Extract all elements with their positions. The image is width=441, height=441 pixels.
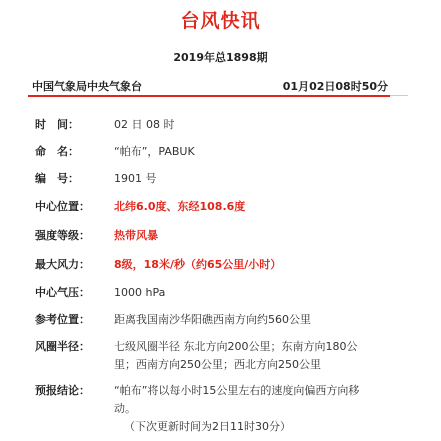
max-wind-label: 最大风力：: [35, 258, 90, 271]
reference-value: 距离我国南沙华阳礁西南方向约560公里: [114, 313, 311, 326]
header-divider-tail: [390, 95, 408, 96]
intensity-label: 强度等级：: [35, 229, 90, 242]
source-name: 中国气象局中央气象台: [32, 80, 142, 93]
wind-radius-line-1: 七级风圈半径 东北方向200公里；东南方向180公: [114, 340, 358, 353]
intensity-value: 热带风暴: [114, 229, 158, 242]
forecast-label: 预报结论：: [35, 384, 90, 397]
center-value: 北纬6.0度、东经108.6度: [114, 200, 246, 213]
issue-number: 2019年总1898期: [173, 51, 268, 64]
forecast-next-update-note: （下次更新时间为2日11时30分）: [124, 420, 291, 433]
wind-radius-value: [114, 338, 414, 374]
wind-radius-label: 风圈半径：: [35, 340, 90, 353]
pressure-label: 中心气压：: [35, 286, 90, 299]
wind-radius-line-2: 里；西南方向250公里；西北方向250公里: [114, 358, 321, 371]
forecast-line-2: 动。: [114, 402, 136, 415]
forecast-line-1: “帕布”将以每小时15公里左右的速度向偏西方向移: [114, 384, 360, 397]
number-label: 编 号：: [35, 172, 79, 185]
forecast-value: [114, 382, 414, 436]
number-value: 1901 号: [114, 172, 157, 185]
reference-label: 参考位置：: [35, 313, 90, 326]
name-value: “帕布”，PABUK: [114, 145, 195, 158]
page-title: 台风快讯: [180, 10, 261, 32]
max-wind-value: 8级，18米/秒（约65公里/小时）: [114, 258, 282, 271]
name-label: 命 名：: [35, 145, 79, 158]
issue-datetime: 01月02日08时50分: [282, 80, 388, 93]
source-header: [32, 78, 388, 94]
time-label: 时 间：: [35, 118, 79, 131]
time-value: 02 日 08 时: [114, 118, 175, 131]
center-label: 中心位置：: [35, 200, 90, 213]
header-divider: [28, 95, 390, 97]
pressure-value: 1000 hPa: [114, 286, 166, 299]
